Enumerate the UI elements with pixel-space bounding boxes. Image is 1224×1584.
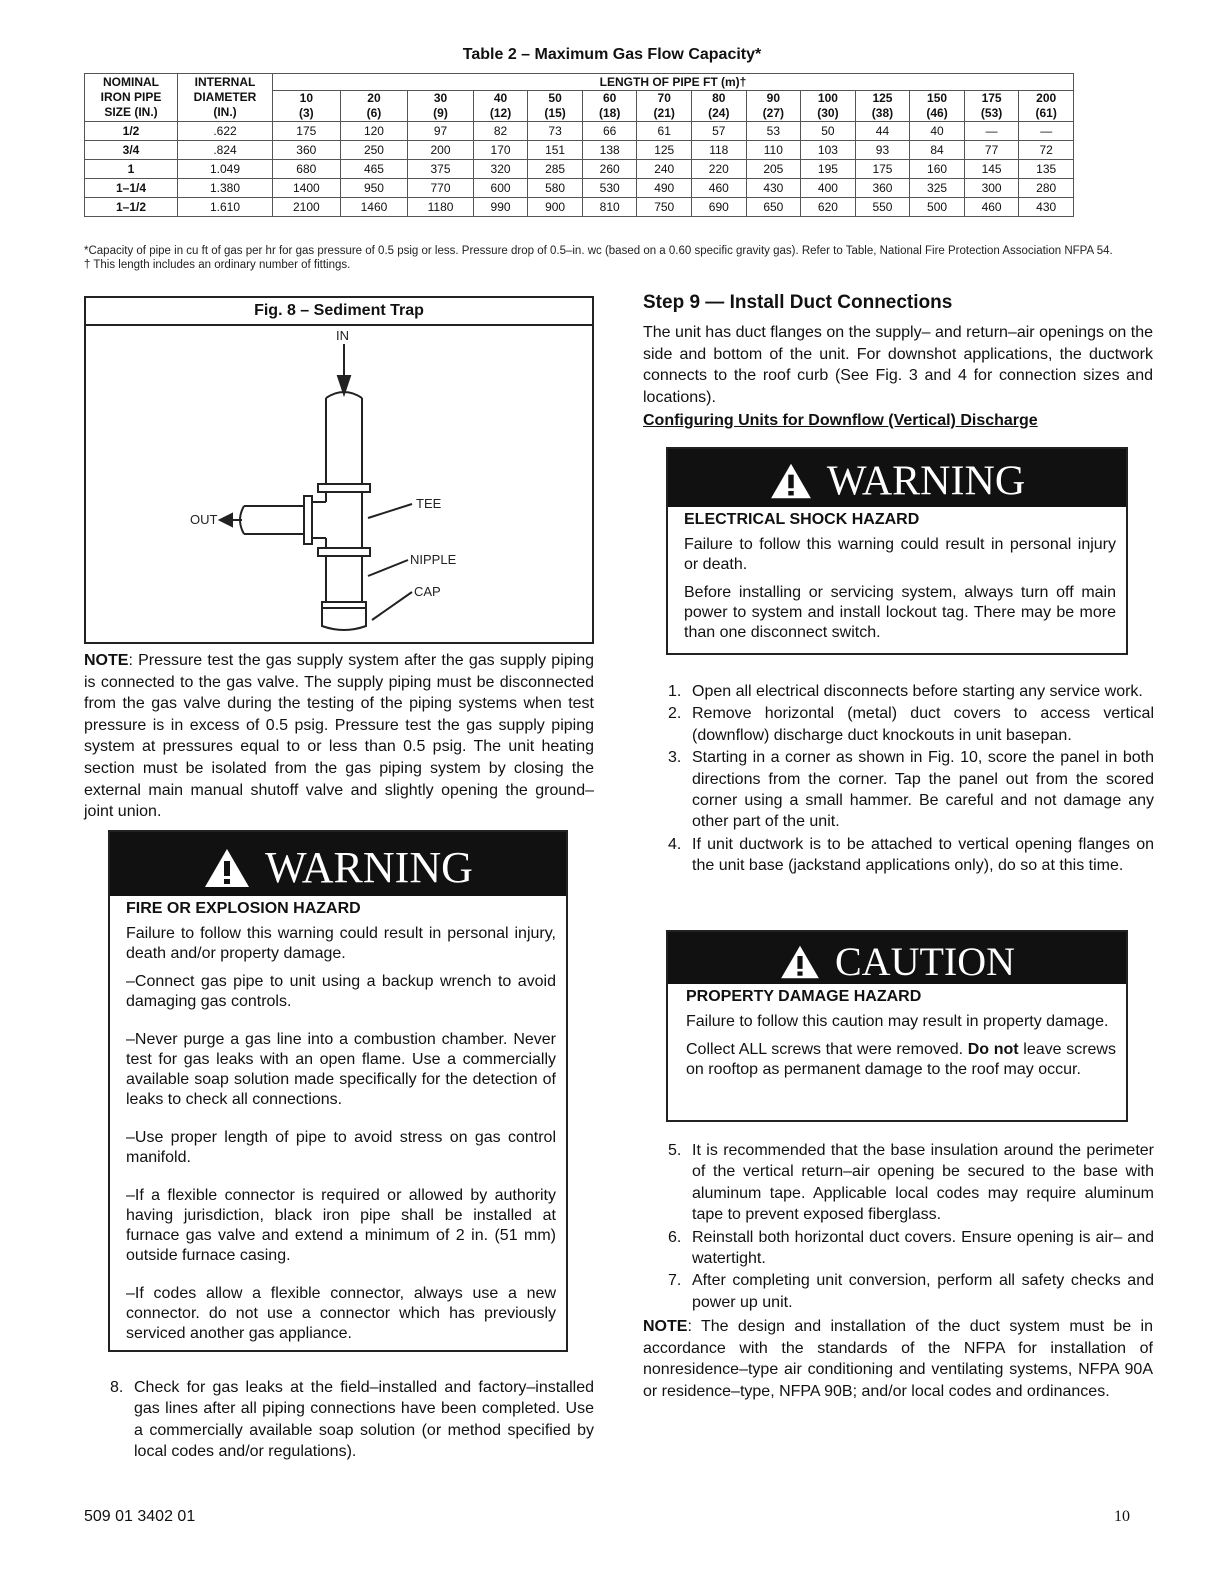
step-number: 5. bbox=[668, 1142, 682, 1159]
cell-capacity: 325 bbox=[910, 179, 965, 198]
table-row bbox=[85, 160, 1074, 179]
cell-capacity: 97 bbox=[408, 122, 473, 141]
cell-capacity: 490 bbox=[637, 179, 692, 198]
cell-capacity: 460 bbox=[692, 179, 747, 198]
list-item bbox=[666, 747, 1154, 833]
table-note-length: † This length includes an ordinary number of fittings. bbox=[84, 259, 351, 271]
cell-capacity: 260 bbox=[582, 160, 637, 179]
cell-capacity: 360 bbox=[273, 141, 341, 160]
cell-capacity: 600 bbox=[473, 179, 528, 198]
cell-capacity: 145 bbox=[964, 160, 1019, 179]
cell-capacity: 50 bbox=[801, 122, 856, 141]
figure-title: Fig. 8 – Sediment Trap bbox=[86, 298, 592, 326]
document-code: 509 01 3402 01 bbox=[84, 1508, 196, 1525]
warning-text: –If a flexible connector is required or allowed by authority having jurisdiction, black iron pipe shall be installed at furnace gas valve and extend a minimum of 2 in. (51 mm) outside furnace casing. bbox=[126, 1187, 556, 1264]
cell-capacity: 57 bbox=[692, 122, 747, 141]
page-number: 10 bbox=[1114, 1508, 1130, 1525]
warning-electrical-box bbox=[666, 447, 1128, 655]
configuring-subtitle: Configuring Units for Downflow (Vertical) Discharge bbox=[643, 412, 1038, 429]
step-text: Check for gas leaks at the field–installed and factory–installed gas lines after all piping connections have been completed. Use a commercially available soap solution (or method specified by local codes and/or regulations). bbox=[134, 1379, 594, 1461]
step-9-text: The unit has duct flanges on the supply– and return–air openings on the side and bottom of the unit. For downshot applications, the ductwork connects to the roof curb (See Fig. 3 and 4 for connection sizes and locations). bbox=[643, 324, 1153, 406]
cell-capacity: 690 bbox=[692, 198, 747, 217]
note-pressure-test bbox=[84, 650, 594, 823]
warning-text: Before installing or servicing system, always turn off main power to system and install lockout tag. There may be more than one disconnect switch. bbox=[684, 584, 1116, 641]
list-item bbox=[666, 703, 1154, 746]
cell-capacity: 84 bbox=[910, 141, 965, 160]
cell-diameter: 1.049 bbox=[178, 160, 273, 179]
cell-diameter: 1.380 bbox=[178, 179, 273, 198]
cell-capacity: 40 bbox=[910, 122, 965, 141]
cell-capacity: 500 bbox=[910, 198, 965, 217]
cell-capacity: 220 bbox=[692, 160, 747, 179]
length-header-cell: 200 (61) bbox=[1019, 91, 1074, 122]
cell-diameter: .622 bbox=[178, 122, 273, 141]
cell-capacity: 430 bbox=[746, 179, 801, 198]
cell-capacity: 170 bbox=[473, 141, 528, 160]
cell-size: 1–1/2 bbox=[85, 198, 178, 217]
warning-banner bbox=[668, 449, 1126, 507]
step-text: Reinstall both horizontal duct covers. Ensure opening is air– and watertight. bbox=[692, 1228, 1154, 1268]
step-text: Starting in a corner as shown in Fig. 10, score the panel in both directions from the corner. Tap the panel out from the scored corner using a small hammer. Be careful and not damage any other part of the unit. bbox=[692, 749, 1154, 831]
hazard-title: ELECTRICAL SHOCK HAZARD bbox=[684, 511, 920, 528]
warning-text: –Connect gas pipe to unit using a backup wrench to avoid damaging gas controls. bbox=[126, 973, 556, 1010]
cell-capacity: 300 bbox=[964, 179, 1019, 198]
caution-banner bbox=[668, 932, 1126, 984]
step-9-title: Step 9 — Install Duct Connections bbox=[643, 292, 953, 313]
warning-text: –Use proper length of pipe to avoid stress on gas control manifold. bbox=[126, 1129, 556, 1166]
warning-text: –If codes allow a flexible connector, always use a new connector. do not use a connector which has previously serviced another gas appliance. bbox=[126, 1285, 556, 1342]
length-header-cell: 90 (27) bbox=[746, 91, 801, 122]
cell-capacity: 770 bbox=[408, 179, 473, 198]
caution-text-a: Collect ALL screws that were removed. bbox=[686, 1041, 968, 1058]
length-header-cell: 80 (24) bbox=[692, 91, 747, 122]
list-item bbox=[666, 681, 1154, 702]
cell-capacity: 200 bbox=[408, 141, 473, 160]
cell-capacity: 580 bbox=[528, 179, 583, 198]
length-header-cell: 20 (6) bbox=[340, 91, 408, 122]
step-number: 8. bbox=[110, 1379, 124, 1396]
cell-capacity: 66 bbox=[582, 122, 637, 141]
step-text: It is recommended that the base insulation around the perimeter of the vertical return–air opening be secured to the base with aluminum tape. Applicable local codes may require aluminum tape to prevent exposed fiberglass. bbox=[692, 1142, 1154, 1224]
warning-text: –Never purge a gas line into a combustion chamber. Never test for gas leaks with an open flame. Use a commercially available soap solution made specifically for the detection of leaks to check all connections. bbox=[126, 1031, 556, 1108]
cell-capacity: 460 bbox=[964, 198, 1019, 217]
cell-capacity: 990 bbox=[473, 198, 528, 217]
gas-flow-table bbox=[84, 73, 1074, 217]
label-cap: CAP bbox=[414, 584, 441, 599]
col-header-internal: INTERNAL DIAMETER (IN.) bbox=[178, 74, 273, 122]
caution-box bbox=[666, 930, 1128, 1122]
cell-capacity: 1460 bbox=[340, 198, 408, 217]
table-row bbox=[85, 179, 1074, 198]
cell-capacity: 320 bbox=[473, 160, 528, 179]
step-8-list bbox=[108, 1377, 594, 1464]
note-label: NOTE bbox=[643, 1318, 688, 1335]
caution-text-c: leave screws on rooftop as permanent damage to the roof may occur. bbox=[686, 1041, 1116, 1078]
caution-text bbox=[686, 1040, 1116, 1080]
cell-capacity: 77 bbox=[964, 141, 1019, 160]
cell-capacity: 160 bbox=[910, 160, 965, 179]
cell-capacity: 72 bbox=[1019, 141, 1074, 160]
cell-capacity: 175 bbox=[273, 122, 341, 141]
cell-capacity: 465 bbox=[340, 160, 408, 179]
length-header-cell: 175 (53) bbox=[964, 91, 1019, 122]
cell-size: 3/4 bbox=[85, 141, 178, 160]
label-in: IN bbox=[336, 328, 349, 343]
warning-triangle-icon bbox=[203, 847, 251, 889]
cell-capacity: 138 bbox=[582, 141, 637, 160]
cell-capacity: 810 bbox=[582, 198, 637, 217]
table-row bbox=[85, 198, 1074, 217]
caution-word: CAUTION bbox=[835, 938, 1015, 984]
step-number: 1. bbox=[668, 683, 682, 700]
cell-capacity: 430 bbox=[1019, 198, 1074, 217]
label-tee: TEE bbox=[416, 496, 442, 511]
step-text: Remove horizontal (metal) duct covers to access vertical (downflow) discharge duct knockouts in unit basepan. bbox=[692, 705, 1154, 744]
cell-capacity: 135 bbox=[1019, 160, 1074, 179]
cell-capacity: — bbox=[1019, 122, 1074, 141]
warning-triangle-icon bbox=[769, 462, 813, 500]
col-header-length: LENGTH OF PIPE FT (m)† bbox=[273, 74, 1074, 91]
cell-capacity: 900 bbox=[528, 198, 583, 217]
table-note-capacity: *Capacity of pipe in cu ft of gas per hr for gas pressure of 0.5 psig or less. Pressure drop of 0.5–in. wc (based on a 0.60 specific gravity gas). Refer to Table, National Fire Protection Association NFPA 54. bbox=[84, 245, 1113, 257]
cell-capacity: 375 bbox=[408, 160, 473, 179]
sediment-trap-diagram bbox=[86, 326, 592, 642]
cell-capacity: 125 bbox=[637, 141, 692, 160]
cell-capacity: 205 bbox=[746, 160, 801, 179]
table-row bbox=[85, 122, 1074, 141]
hazard-title: PROPERTY DAMAGE HAZARD bbox=[686, 988, 922, 1005]
step-text: If unit ductwork is to be attached to vertical opening flanges on the unit base (jackstand applications only), do so at this time. bbox=[692, 835, 1154, 875]
cell-capacity: 285 bbox=[528, 160, 583, 179]
cell-capacity: 118 bbox=[692, 141, 747, 160]
length-header-cell: 10 (3) bbox=[273, 91, 341, 122]
list-item bbox=[108, 1377, 594, 1463]
length-header-cell: 150 (46) bbox=[910, 91, 965, 122]
warning-fire-box bbox=[108, 830, 568, 1352]
cell-capacity: 950 bbox=[340, 179, 408, 198]
cell-capacity: 93 bbox=[855, 141, 910, 160]
cell-capacity: 360 bbox=[855, 179, 910, 198]
warning-word: WARNING bbox=[265, 842, 473, 892]
cell-diameter: .824 bbox=[178, 141, 273, 160]
table-row bbox=[85, 141, 1074, 160]
cell-size: 1/2 bbox=[85, 122, 178, 141]
cell-capacity: 110 bbox=[746, 141, 801, 160]
warning-text: Failure to follow this warning could result in personal injury, death and/or property damage. bbox=[126, 925, 556, 962]
cell-capacity: 103 bbox=[801, 141, 856, 160]
warning-text: Failure to follow this warning could result in personal injury or death. bbox=[684, 536, 1116, 573]
cell-capacity: 61 bbox=[637, 122, 692, 141]
cell-capacity: — bbox=[964, 122, 1019, 141]
caution-text: Failure to follow this caution may result in property damage. bbox=[686, 1013, 1109, 1030]
steps-1-4 bbox=[666, 681, 1154, 878]
cell-capacity: 195 bbox=[801, 160, 856, 179]
cell-capacity: 250 bbox=[340, 141, 408, 160]
table-title: Table 2 – Maximum Gas Flow Capacity* bbox=[462, 46, 762, 63]
cell-capacity: 53 bbox=[746, 122, 801, 141]
cell-capacity: 1400 bbox=[273, 179, 341, 198]
cell-capacity: 151 bbox=[528, 141, 583, 160]
list-item bbox=[666, 1227, 1154, 1270]
sediment-trap-figure bbox=[84, 296, 594, 644]
cell-capacity: 120 bbox=[340, 122, 408, 141]
label-out: OUT bbox=[190, 512, 218, 527]
cell-capacity: 620 bbox=[801, 198, 856, 217]
length-header-cell: 40 (12) bbox=[473, 91, 528, 122]
cell-size: 1–1/4 bbox=[85, 179, 178, 198]
cell-capacity: 750 bbox=[637, 198, 692, 217]
steps-5-7 bbox=[666, 1140, 1154, 1314]
hazard-title: FIRE OR EXPLOSION HAZARD bbox=[126, 900, 361, 917]
length-header-cell: 70 (21) bbox=[637, 91, 692, 122]
cell-capacity: 82 bbox=[473, 122, 528, 141]
list-item bbox=[666, 1270, 1154, 1313]
length-header-cell: 50 (15) bbox=[528, 91, 583, 122]
cell-capacity: 550 bbox=[855, 198, 910, 217]
note-duct-design bbox=[643, 1316, 1153, 1402]
warning-word: WARNING bbox=[826, 458, 1026, 505]
step-number: 2. bbox=[668, 705, 682, 723]
table-notes bbox=[84, 244, 1144, 272]
label-nipple: NIPPLE bbox=[410, 552, 457, 567]
length-header-cell: 30 (9) bbox=[408, 91, 473, 122]
cell-capacity: 240 bbox=[637, 160, 692, 179]
cell-capacity: 2100 bbox=[273, 198, 341, 217]
note-label: NOTE bbox=[84, 652, 129, 669]
list-item bbox=[666, 1140, 1154, 1226]
cell-capacity: 175 bbox=[855, 160, 910, 179]
cell-capacity: 680 bbox=[273, 160, 341, 179]
cell-diameter: 1.610 bbox=[178, 198, 273, 217]
step-text: After completing unit conversion, perform all safety checks and power up unit. bbox=[692, 1272, 1154, 1311]
cell-capacity: 280 bbox=[1019, 179, 1074, 198]
caution-text-bold: Do not bbox=[967, 1041, 1019, 1058]
step-text: Open all electrical disconnects before starting any service work. bbox=[692, 683, 1143, 700]
cell-capacity: 44 bbox=[855, 122, 910, 141]
cell-capacity: 73 bbox=[528, 122, 583, 141]
step-number: 4. bbox=[668, 835, 682, 853]
cell-capacity: 1180 bbox=[408, 198, 473, 217]
step-number: 3. bbox=[668, 749, 682, 767]
step-number: 6. bbox=[668, 1228, 682, 1246]
warning-banner bbox=[110, 832, 566, 896]
step-number: 7. bbox=[668, 1272, 682, 1290]
list-item bbox=[666, 834, 1154, 877]
cell-capacity: 400 bbox=[801, 179, 856, 198]
note-text: : The design and installation of the duct system must be in accordance with the standards of the NFPA for installation of nonresidence–type air conditioning and ventilating systems, NFPA 90A or residence–type, NFPA 90B; and/or local codes and ordinances. bbox=[643, 1318, 1153, 1400]
warning-triangle-icon bbox=[779, 944, 821, 980]
col-header-nominal: NOMINAL IRON PIPE SIZE (IN.) bbox=[85, 74, 178, 122]
cell-capacity: 650 bbox=[746, 198, 801, 217]
length-header-cell: 100 (30) bbox=[801, 91, 856, 122]
note-text: : Pressure test the gas supply system after the gas supply piping is connected to the gas valve. The supply piping must be disconnected from the gas valve during the testing of the piping systems when test pressure is in excess of 0.5 psig. Pressure test the gas supply piping system at pressures equal to or less than 0.5 psig. The unit heating section must be isolated from the gas piping system by closing the external main manual shutoff valve and slightly opening the ground–joint union. bbox=[84, 652, 594, 821]
length-header-cell: 125 (38) bbox=[855, 91, 910, 122]
cell-size: 1 bbox=[85, 160, 178, 179]
length-header-cell: 60 (18) bbox=[582, 91, 637, 122]
cell-capacity: 530 bbox=[582, 179, 637, 198]
